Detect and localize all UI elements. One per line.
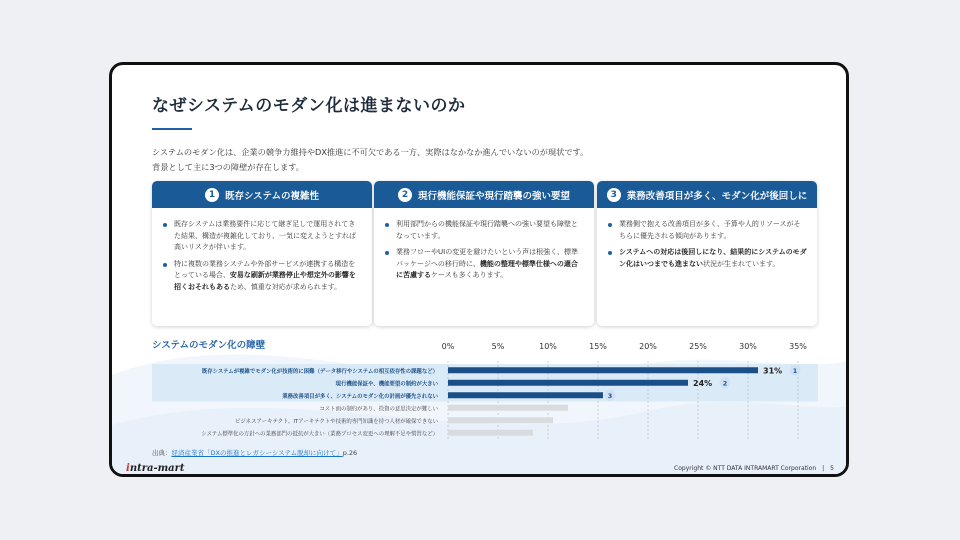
- category-label: ビジネスアーキテクト、ITアーキテクトや技術的専門知識を持つ人材が確保できない: [235, 418, 438, 425]
- data-label: 31%: [763, 366, 783, 376]
- number-badge-label: 1: [792, 366, 798, 375]
- intro-line-2: 背景として主に3つの障壁が存在します。: [152, 162, 304, 172]
- x-tick-label: 35%: [789, 342, 807, 351]
- card-bullet: 特に複数の業務システムや外部サービスが連携する構造をとっている場合、安易な刷新が業務停止や想定外の影響を招くおそれもあるため、慎重な対応が求められます。: [162, 259, 362, 294]
- card-bullet: システムへの対応は後回しになり、結果的にシステムのモダン化はいつまでも進まない状況が生まれています。: [607, 247, 807, 270]
- category-label: システム標準化の方針への業務部門の抵抗が大きい（業務プロセス変更への理解不足や慣習など）: [201, 431, 438, 438]
- page-number: 5: [830, 465, 834, 472]
- card-bullet: 利用部門からの機能保証や現行踏襲への強い要望も障壁となっています。: [384, 219, 584, 242]
- x-tick-label: 0%: [441, 342, 455, 351]
- number-badge-label: 3: [607, 391, 613, 400]
- card-bullet: 既存システムは業務要件に応じて継ぎ足しで運用されてきた結果、構造が複雑化しており、一気に変えようとすれば高いリスクが伴います。: [162, 219, 362, 254]
- card-title: 現行機能保証や現行踏襲の強い要望: [417, 190, 570, 202]
- x-tick-label: 30%: [739, 342, 757, 351]
- card-bullet: 業務側で抱える改善項目が多く、予算や人的リソースがそちらに優先される傾向があります。: [607, 219, 807, 242]
- bar: [448, 367, 758, 373]
- bar: [448, 380, 688, 386]
- copyright-text: Copyright © NTT DATA INTRAMART Corporation: [674, 465, 817, 472]
- card-title: 既存システムの複雑性: [224, 190, 320, 202]
- source-note: [152, 448, 357, 457]
- chart-title: システムのモダン化の障壁: [152, 340, 266, 351]
- slide-title: なぜシステムのモダン化は進まないのか: [152, 96, 466, 116]
- data-label: 24%: [693, 378, 713, 388]
- category-label: 既存システムが複雑でモダン化が技術的に困難（データ移行やシステムの相互依存性の課題など）: [201, 368, 438, 375]
- slide: [109, 62, 849, 477]
- card-number-badge: 3: [607, 188, 621, 202]
- x-tick-label: 5%: [491, 342, 505, 351]
- bar: [448, 417, 553, 423]
- source-link[interactable]: 経済産業省「DXの推進とレガシーシステム脱却に向けて」: [171, 449, 343, 457]
- x-tick-label: 10%: [539, 342, 557, 351]
- number-badge-label: 2: [722, 379, 728, 388]
- x-tick-label: 20%: [639, 342, 657, 351]
- card-number-badge: 1: [205, 188, 219, 202]
- x-tick-label: 25%: [689, 342, 707, 351]
- card-bullet: 業務フローやUIの変更を避けたいという声は根強く、標準パッケージへの移行時に、機能の整理や標準仕様への適合に苦慮するケースも多くあります。: [384, 247, 584, 282]
- x-tick-label: 15%: [589, 342, 607, 351]
- card-title: 業務改善項目が多く、モダン化が後回しに: [626, 190, 808, 202]
- intro-line-1: システムのモダン化は、企業の競争力維持やDX推進に不可欠である一方、実際はなかなか進んでいないのが現状です。: [152, 147, 589, 157]
- logo-mark: i: [126, 463, 130, 474]
- barrier-bar-chart: [112, 65, 846, 474]
- source-prefix: 出典：: [152, 449, 172, 457]
- bar: [448, 430, 533, 436]
- bar: [448, 405, 568, 411]
- card-number-badge: 2: [398, 188, 412, 202]
- source-page: p.26: [342, 449, 358, 457]
- category-label: 業務改善項目が多く、システムのモダン化の計画が優先されない: [282, 393, 438, 400]
- bar: [448, 392, 603, 398]
- intra-mart-logo: intra-mart: [126, 463, 185, 474]
- footer: Copyright © NTT DATA INTRAMART Corporation | 5: [674, 465, 834, 472]
- category-label: コスト面の制約があり、投資の意思決定が難しい: [319, 406, 438, 413]
- category-label: 現行機能保証や、機能要望の制約が大きい: [335, 381, 438, 388]
